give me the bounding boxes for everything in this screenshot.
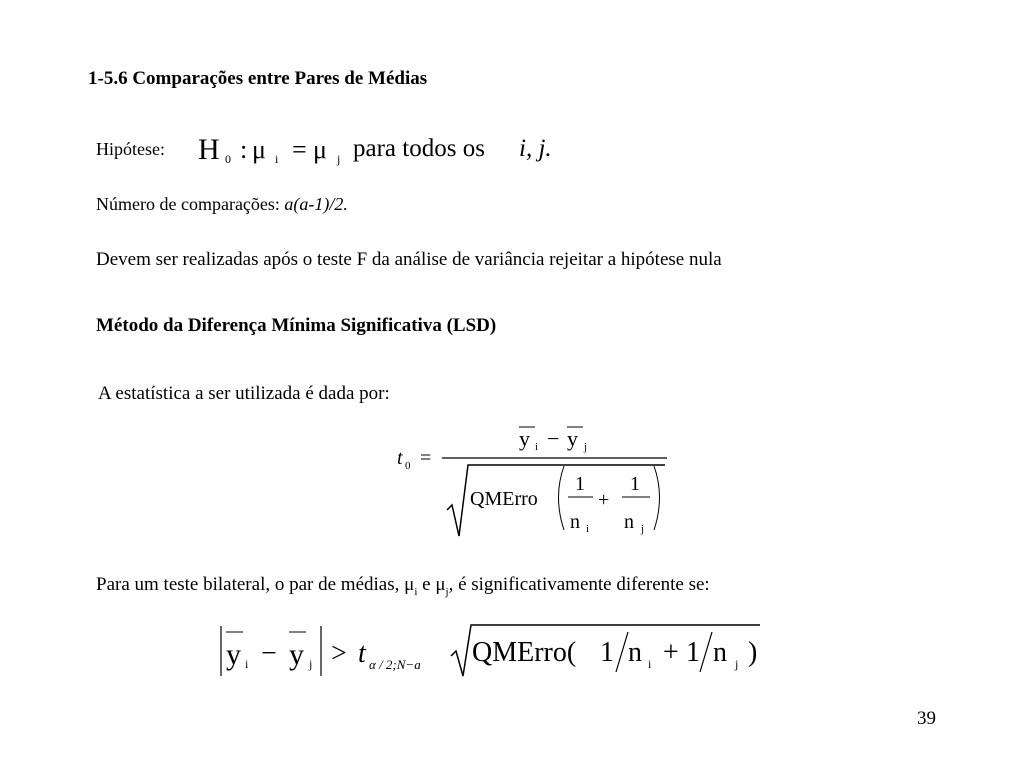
crit-sub-i: i — [245, 657, 249, 671]
mu-i: μ — [404, 574, 415, 595]
comparisons-label: Número de comparações: — [96, 194, 280, 214]
num-sub-j: j — [584, 441, 588, 453]
t0-eq: = — [420, 447, 432, 469]
method-title: Método da Diferença Mínima Significativa (LSD) — [96, 315, 497, 336]
hyp-sub-0: 0 — [225, 152, 231, 166]
den-qmerro: QMErro — [470, 488, 538, 510]
frac1-num: 1 — [575, 473, 585, 495]
crit-t-subscript: α / 2;N−a — [369, 657, 421, 672]
hyp-eq: = — [292, 135, 307, 164]
t0-t: t — [397, 447, 403, 469]
den-plus: + — [598, 489, 610, 511]
hyp-colon: : — [240, 135, 248, 164]
hyp-mu-j: μ — [313, 135, 327, 164]
page-number: 39 — [917, 708, 936, 729]
comparisons-value: a(a-1)/2. — [284, 194, 348, 214]
slide-title: 1-5.6 Comparações entre Pares de Médias — [88, 68, 428, 89]
crit-slash-b — [700, 632, 712, 672]
statistic-intro: A estatística a ser utilizada é dada por: — [98, 383, 390, 404]
crit-y-j: y — [289, 638, 304, 671]
num-y-i: y — [519, 426, 530, 451]
crit-n-sub-i: i — [648, 657, 652, 671]
crit-one-a: 1 — [600, 637, 614, 668]
note-text: Devem ser realizadas após o teste F da análise de variância rejeitar a hipótese nula — [96, 249, 722, 270]
frac1-sub-i: i — [586, 523, 590, 535]
crit-y-i: y — [226, 638, 241, 671]
mu-i-sub: i — [414, 585, 418, 598]
bilateral-suffix: , é significativamente diferente se: — [448, 574, 710, 595]
hyp-H: H — [198, 133, 220, 166]
bilateral-and: e — [417, 574, 436, 595]
frac2-num: 1 — [630, 473, 640, 495]
crit-close: ) — [748, 637, 758, 668]
mu-j-sub: j — [445, 585, 449, 598]
crit-plus: + — [663, 637, 679, 668]
hyp-mu-i: μ — [252, 135, 266, 164]
crit-gt: > — [331, 638, 347, 669]
frac2-n: n — [624, 511, 634, 533]
crit-n-i: n — [628, 637, 642, 668]
hyp-text: para todos os — [353, 135, 485, 162]
hypothesis-label: Hipótese: — [96, 139, 165, 159]
frac2-sub-j: j — [641, 523, 645, 535]
crit-t: t — [358, 638, 366, 669]
bilateral-prefix: Para um teste bilateral, o par de médias, — [96, 574, 405, 595]
crit-minus: − — [261, 638, 277, 669]
crit-slash-a — [616, 632, 628, 672]
frac1-n: n — [570, 511, 580, 533]
hyp-sub-j: j — [337, 152, 341, 166]
crit-one-b: 1 — [686, 637, 700, 668]
hyp-sub-i: i — [275, 152, 279, 166]
num-minus: − — [547, 426, 560, 451]
num-sub-i: i — [535, 441, 539, 453]
crit-sub-j: j — [309, 657, 313, 671]
num-y-j: y — [567, 426, 578, 451]
hyp-vars: i, j. — [519, 135, 552, 162]
t0-sub-0: 0 — [405, 460, 411, 472]
crit-expr-start: QMErro( — [472, 637, 577, 668]
crit-n-j: n — [713, 637, 727, 668]
mu-j: μ — [435, 574, 446, 595]
crit-n-sub-j: j — [735, 657, 739, 671]
